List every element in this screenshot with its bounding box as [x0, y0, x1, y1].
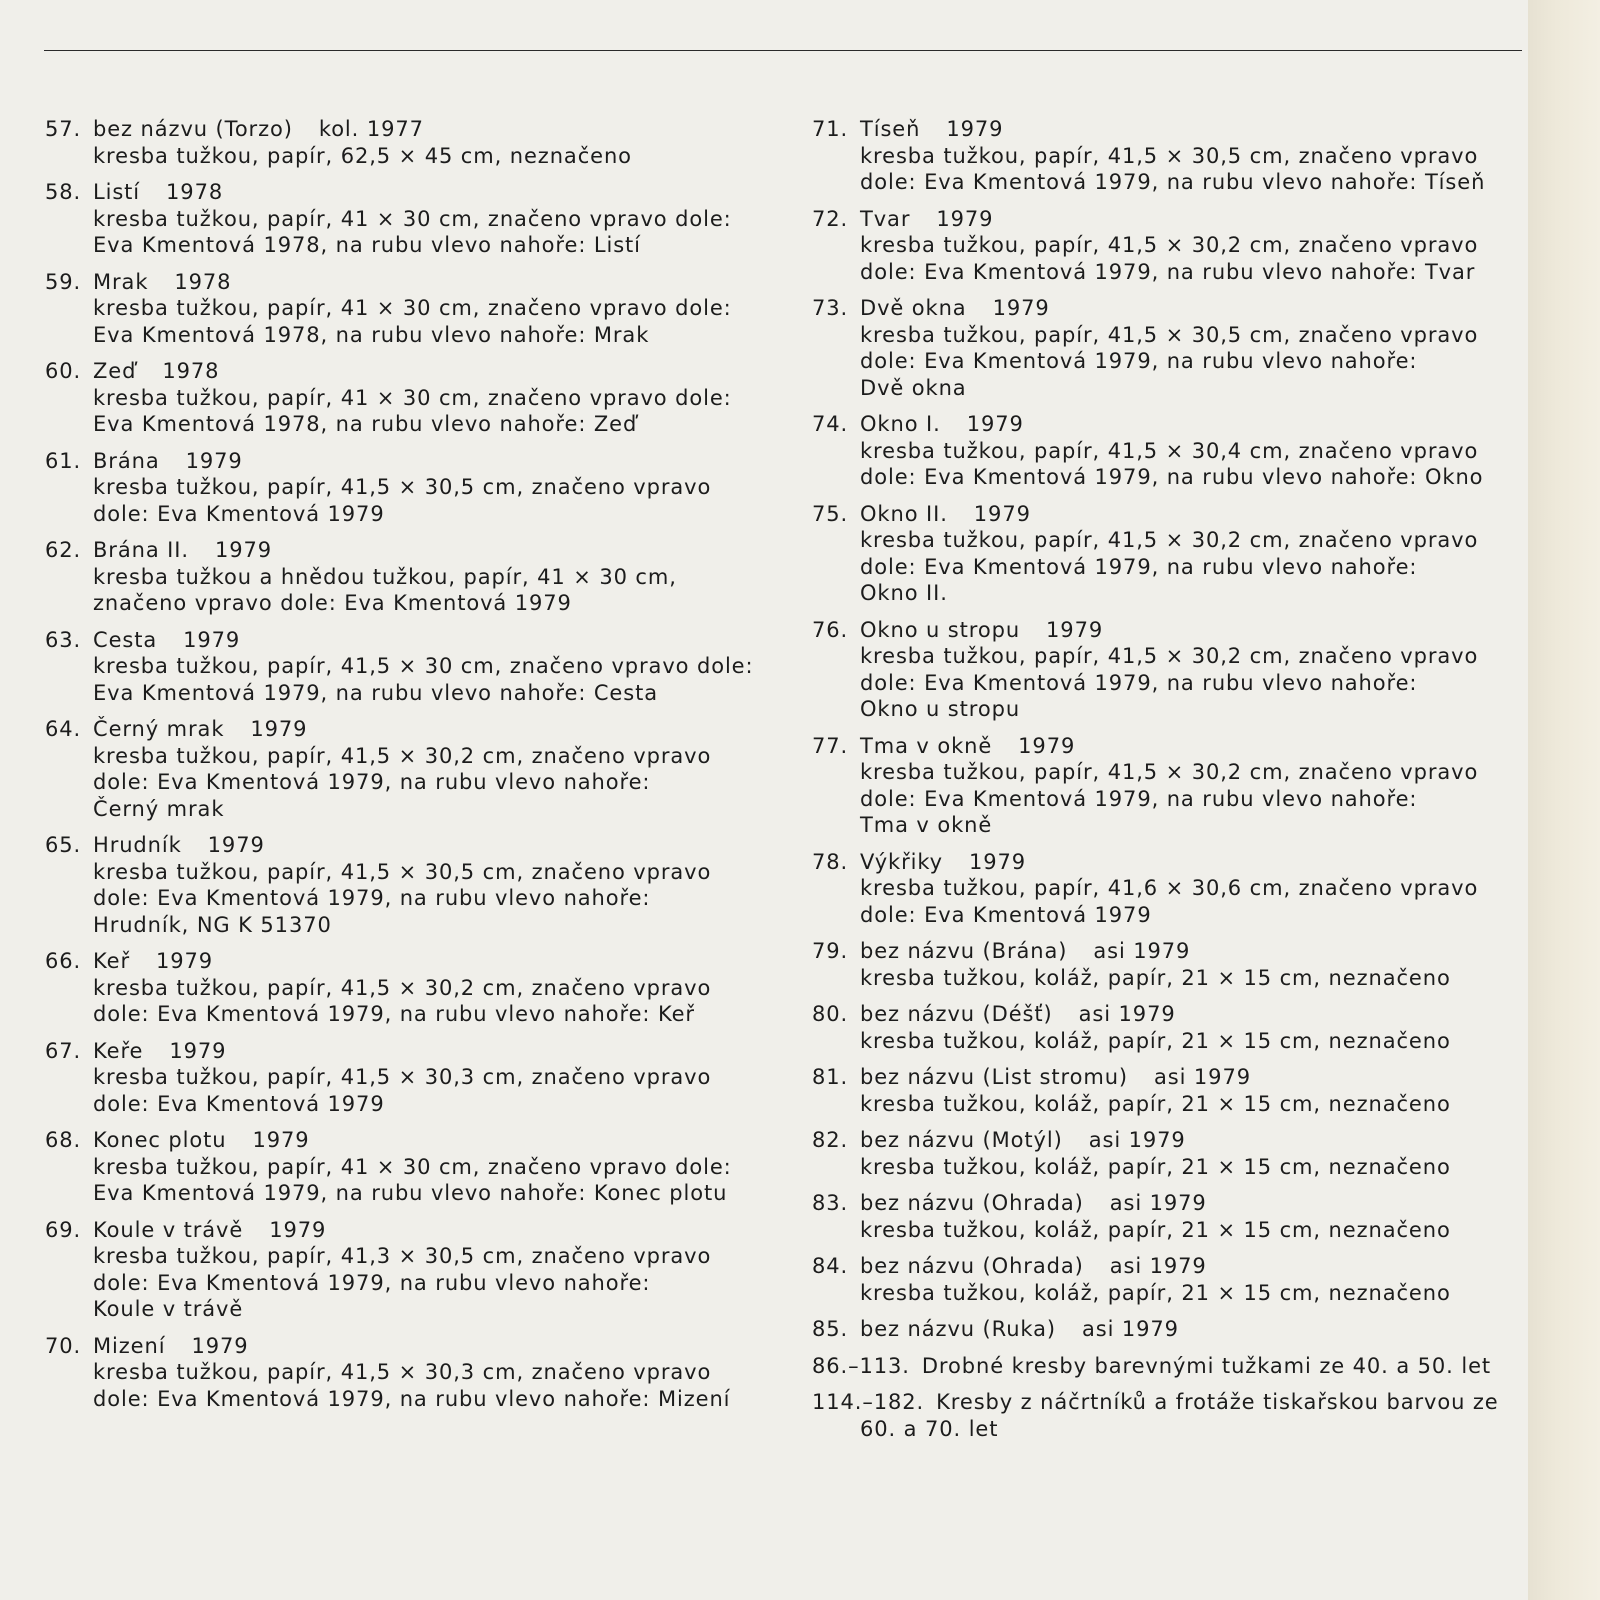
entry-year: 1979	[946, 117, 1004, 141]
catalog-entry	[812, 1001, 1540, 1054]
entry-year: 1979	[969, 849, 1027, 874]
entry-title: Tíseň	[860, 117, 921, 141]
entry-description-line: kresba tužkou, papír, 41 × 30 cm, značeno vpravo dole:	[93, 296, 732, 320]
entry-description-line: kresba tužkou, papír, 41,3 × 30,5 cm, značeno vpravo	[93, 1244, 712, 1268]
entry-year: asi 1979	[1093, 939, 1191, 963]
entry-year: 1979	[214, 538, 272, 562]
entry-description-line: Eva Kmentová 1978, na rubu vlevo nahoře: Zeď	[93, 412, 638, 436]
entry-heading	[812, 1190, 1540, 1217]
catalog-entry	[45, 832, 790, 938]
catalog-entry	[812, 501, 1540, 607]
entry-description-line: kresba tužkou, koláž, papír, 21 × 15 cm, neznačeno	[860, 1217, 1451, 1242]
entry-number: 69.	[45, 1217, 82, 1242]
entry-title: Koule v trávě	[93, 1217, 244, 1242]
entry-year: 1979	[973, 501, 1031, 526]
entry-description-line: dole: Eva Kmentová 1979, na rubu vlevo nahoře:	[93, 1270, 651, 1295]
entry-year: 1979	[207, 833, 265, 857]
entry-year: 1979	[1046, 617, 1104, 642]
entry-number: 59.	[45, 269, 82, 294]
entry-heading	[45, 358, 790, 385]
range-number: 86.–113.	[812, 1353, 910, 1378]
entry-number: 65.	[45, 833, 82, 857]
entry-heading	[45, 179, 790, 206]
entry-heading	[45, 1127, 790, 1154]
entry-description-line: kresba tužkou a hnědou tužkou, papír, 41 × 30 cm,	[93, 564, 677, 589]
catalog-entry	[812, 1064, 1540, 1117]
entry-title: Mizení	[93, 1333, 166, 1358]
entry-heading	[812, 295, 1540, 322]
entry-title: Brána II.	[93, 538, 189, 562]
catalog-entry	[45, 537, 790, 617]
entry-number: 77.	[812, 733, 849, 758]
entry-heading	[812, 1064, 1540, 1091]
entry-title: Zeď	[93, 359, 137, 383]
entry-description-line: dole: Eva Kmentová 1979, na rubu vlevo nahoře:	[860, 670, 1418, 695]
entry-heading	[45, 1038, 790, 1065]
catalog-entry	[45, 1217, 790, 1323]
entry-heading	[812, 411, 1540, 438]
entry-year: 1979	[252, 1128, 310, 1152]
entry-description-line: kresba tužkou, koláž, papír, 21 × 15 cm, neznačeno	[860, 965, 1451, 990]
entry-number: 79.	[812, 939, 849, 963]
entry-heading	[812, 938, 1540, 965]
entry-number: 63.	[45, 627, 82, 652]
catalog-entry	[812, 849, 1540, 929]
entry-heading	[812, 501, 1540, 528]
entry-number: 75.	[812, 501, 849, 526]
entry-year: 1979	[992, 296, 1050, 320]
entry-description-line: kresba tužkou, papír, 41,5 × 30,3 cm, značeno vpravo	[93, 1065, 712, 1089]
entry-title: Brána	[93, 448, 160, 473]
entry-description-line: Dvě okna	[860, 375, 967, 400]
range-heading	[812, 1353, 1540, 1380]
entry-number: 82.	[812, 1128, 849, 1152]
range-text: Kresby z náčrtníků a frotáže tiskařskou barvou ze	[936, 1390, 1499, 1414]
entry-description-line: kresba tužkou, papír, 41,5 × 30 cm, značeno vpravo dole:	[93, 654, 754, 678]
entry-year: 1979	[191, 1333, 249, 1358]
catalog-entry	[45, 948, 790, 1028]
entry-heading	[45, 1217, 790, 1244]
entry-year: 1979	[169, 1038, 227, 1063]
catalog-entry	[45, 358, 790, 438]
entry-description-line: dole: Eva Kmentová 1979	[93, 1091, 385, 1116]
entry-title: Listí	[93, 180, 141, 204]
catalog-entry	[812, 1316, 1540, 1343]
entry-number: 85.	[812, 1317, 849, 1341]
entry-year: 1978	[174, 269, 232, 294]
entry-year: asi 1979	[1081, 1317, 1179, 1341]
entry-heading	[812, 206, 1540, 233]
entry-number: 80.	[812, 1002, 849, 1026]
entry-heading	[45, 832, 790, 859]
catalog-entry	[45, 179, 790, 259]
entry-number: 72.	[812, 206, 849, 231]
entry-description-line: kresba tužkou, papír, 41,6 × 30,6 cm, značeno vpravo	[860, 876, 1479, 900]
entry-number: 67.	[45, 1038, 82, 1063]
entry-description-line: kresba tužkou, papír, 41,5 × 30,5 cm, značeno vpravo	[93, 475, 712, 499]
entry-number: 71.	[812, 117, 849, 141]
entry-title: Okno I.	[860, 412, 941, 436]
entry-description-line: kresba tužkou, koláž, papír, 21 × 15 cm, neznačeno	[860, 1028, 1451, 1053]
entry-description-line: Eva Kmentová 1979, na rubu vlevo nahoře: Cesta	[93, 680, 658, 705]
catalog-range-entry	[812, 1389, 1540, 1442]
entry-title: Výkřiky	[860, 849, 943, 874]
entry-number: 62.	[45, 538, 82, 562]
entry-title: bez názvu (Torzo)	[93, 117, 293, 141]
entry-description-line: kresba tužkou, koláž, papír, 21 × 15 cm, neznačeno	[860, 1154, 1451, 1179]
entry-description-line: dole: Eva Kmentová 1979, na rubu vlevo nahoře: Okno	[860, 465, 1484, 489]
entry-description-line: kresba tužkou, papír, 41 × 30 cm, značeno vpravo dole:	[93, 1154, 732, 1179]
entry-description-line: kresba tužkou, koláž, papír, 21 × 15 cm, neznačeno	[860, 1280, 1451, 1305]
entry-description-line: kresba tužkou, papír, 41,5 × 30,3 cm, značeno vpravo	[93, 1360, 712, 1384]
entry-title: Keř	[93, 949, 130, 973]
entry-heading	[812, 1127, 1540, 1154]
entry-number: 64.	[45, 717, 82, 741]
entry-description-line: dole: Eva Kmentová 1979, na rubu vlevo nahoře: Tíseň	[860, 170, 1486, 194]
catalog-entry	[45, 448, 790, 528]
entry-title: bez názvu (Brána)	[860, 939, 1068, 963]
entry-heading	[45, 116, 790, 143]
entry-title: bez názvu (Déšť)	[860, 1002, 1053, 1026]
catalog-entry	[812, 733, 1540, 839]
entry-title: bez názvu (Ruka)	[860, 1317, 1056, 1341]
catalog-entry	[812, 617, 1540, 723]
entry-heading	[812, 1316, 1540, 1343]
entry-description-line: dole: Eva Kmentová 1979, na rubu vlevo nahoře: Keř	[93, 1002, 695, 1026]
catalog-entry	[45, 1038, 790, 1118]
top-rule	[44, 50, 1522, 51]
catalog-entry	[812, 938, 1540, 991]
entry-title: Dvě okna	[860, 296, 967, 320]
range-continuation-line: 60. a 70. let	[860, 1416, 999, 1441]
entry-heading	[45, 537, 790, 564]
entry-description-line: dole: Eva Kmentová 1979, na rubu vlevo nahoře: Tvar	[860, 259, 1476, 284]
entry-title: Tma v okně	[860, 733, 993, 758]
entry-description-line: kresba tužkou, papír, 41,5 × 30,5 cm, značeno vpravo	[860, 143, 1479, 168]
entry-description-line: kresba tužkou, papír, 41,5 × 30,5 cm, značeno vpravo	[860, 322, 1479, 347]
entry-heading	[812, 733, 1540, 760]
entry-heading	[812, 1001, 1540, 1028]
entry-year: asi 1979	[1154, 1065, 1251, 1089]
entry-description-line: kresba tužkou, papír, 41,5 × 30,2 cm, značeno vpravo	[860, 528, 1479, 552]
entry-description-line: značeno vpravo dole: Eva Kmentová 1979	[93, 591, 572, 615]
entry-year: kol. 1977	[318, 117, 424, 141]
entry-description-line: kresba tužkou, papír, 41,5 × 30,2 cm, značeno vpravo	[860, 644, 1479, 668]
entry-year: 1979	[185, 448, 243, 473]
entry-year: 1979	[250, 717, 308, 741]
catalog-range-entry	[812, 1353, 1540, 1380]
entry-description-line: Hrudník, NG K 51370	[93, 912, 332, 937]
entry-heading	[45, 269, 790, 296]
entry-title: Cesta	[93, 627, 158, 652]
entry-year: 1978	[162, 359, 220, 383]
entry-year: asi 1979	[1109, 1254, 1207, 1278]
catalog-entry	[812, 1253, 1540, 1306]
entry-description-line: kresba tužkou, papír, 41,5 × 30,4 cm, značeno vpravo	[860, 438, 1479, 463]
entry-description-line: dole: Eva Kmentová 1979, na rubu vlevo nahoře:	[860, 349, 1418, 373]
catalog-entry	[812, 411, 1540, 491]
entry-heading	[45, 948, 790, 975]
entry-description-line: Okno u stropu	[860, 697, 1021, 721]
entry-number: 74.	[812, 412, 849, 436]
entry-heading	[812, 1253, 1540, 1280]
entry-description-line: Eva Kmentová 1979, na rubu vlevo nahoře: Konec plotu	[93, 1181, 728, 1205]
catalog-entry	[45, 716, 790, 822]
entry-title: Keře	[93, 1038, 144, 1063]
entry-description-line: kresba tužkou, papír, 62,5 × 45 cm, neznačeno	[93, 143, 632, 168]
catalog-entry	[812, 1127, 1540, 1180]
catalog-entry	[812, 1190, 1540, 1243]
range-heading	[812, 1389, 1540, 1416]
entry-title: bez názvu (Ohrada)	[860, 1254, 1084, 1278]
entry-title: Konec plotu	[93, 1128, 227, 1152]
entry-description-line: dole: Eva Kmentová 1979, na rubu vlevo nahoře:	[860, 554, 1418, 579]
entry-year: 1978	[166, 180, 224, 204]
entry-title: bez názvu (Motýl)	[860, 1128, 1063, 1152]
catalog-entry	[45, 1333, 790, 1413]
entry-number: 58.	[45, 180, 82, 204]
catalog-entry	[812, 206, 1540, 286]
entry-description-line: kresba tužkou, koláž, papír, 21 × 15 cm, neznačeno	[860, 1091, 1451, 1116]
entry-title: bez názvu (Ohrada)	[860, 1191, 1084, 1215]
entry-year: 1979	[966, 412, 1024, 436]
entry-description-line: Koule v trávě	[93, 1297, 244, 1321]
entry-description-line: Eva Kmentová 1978, na rubu vlevo nahoře: Mrak	[93, 322, 650, 347]
catalog-entry	[45, 627, 790, 707]
entry-number: 66.	[45, 949, 82, 973]
entry-title: Okno II.	[860, 501, 948, 526]
entry-description-line: Eva Kmentová 1978, na rubu vlevo nahoře: Listí	[93, 233, 641, 257]
entry-number: 84.	[812, 1254, 849, 1278]
entry-heading	[812, 116, 1540, 143]
entry-title: Hrudník	[93, 833, 182, 857]
entry-description-line: dole: Eva Kmentová 1979, na rubu vlevo nahoře:	[93, 770, 651, 794]
entry-description-line: kresba tužkou, papír, 41 × 30 cm, značeno vpravo dole:	[93, 385, 732, 410]
entry-description-line: dole: Eva Kmentová 1979	[93, 501, 385, 526]
entry-year: 1979	[936, 206, 994, 231]
entry-title: Černý mrak	[93, 717, 225, 741]
entry-description-line: Černý mrak	[93, 796, 225, 821]
entry-year: asi 1979	[1078, 1002, 1176, 1026]
catalog-entry	[812, 116, 1540, 196]
entry-description-line: Tma v okně	[860, 813, 993, 837]
entry-number: 70.	[45, 1333, 82, 1358]
range-number: 114.–182.	[812, 1390, 925, 1414]
entry-description-line: kresba tužkou, papír, 41,5 × 30,2 cm, značeno vpravo	[93, 975, 712, 1000]
entry-heading	[812, 849, 1540, 876]
entry-number: 57.	[45, 117, 82, 141]
entry-description-line: dole: Eva Kmentová 1979, na rubu vlevo nahoře:	[860, 786, 1418, 811]
entry-heading	[45, 448, 790, 475]
entry-description-line: kresba tužkou, papír, 41,5 × 30,5 cm, značeno vpravo	[93, 859, 712, 884]
entry-description-line: kresba tužkou, papír, 41,5 × 30,2 cm, značeno vpravo	[860, 233, 1479, 257]
entry-heading	[45, 716, 790, 743]
left-column	[45, 116, 790, 1422]
entry-number: 83.	[812, 1191, 849, 1215]
entry-number: 61.	[45, 448, 82, 473]
entry-description-line: kresba tužkou, papír, 41,5 × 30,2 cm, značeno vpravo	[860, 760, 1479, 784]
entry-year: asi 1979	[1109, 1191, 1207, 1215]
entry-description-line: dole: Eva Kmentová 1979, na rubu vlevo nahoře:	[93, 886, 651, 910]
entry-description-line: kresba tužkou, papír, 41,5 × 30,2 cm, značeno vpravo	[93, 743, 712, 768]
catalog-entry	[45, 269, 790, 349]
entry-title: Okno u stropu	[860, 617, 1021, 642]
entry-year: 1979	[183, 627, 241, 652]
catalog-entry	[45, 1127, 790, 1207]
entry-heading	[45, 1333, 790, 1360]
entry-number: 81.	[812, 1065, 849, 1089]
entry-heading	[45, 627, 790, 654]
entry-heading	[812, 617, 1540, 644]
right-column	[812, 116, 1540, 1452]
entry-year: 1979	[1018, 733, 1076, 758]
entry-title: Tvar	[860, 206, 911, 231]
entry-year: 1979	[155, 949, 214, 973]
range-text: Drobné kresby barevnými tužkami ze 40. a 50. let	[921, 1353, 1492, 1378]
entry-number: 78.	[812, 849, 849, 874]
catalog-entry	[45, 116, 790, 169]
entry-description-line: dole: Eva Kmentová 1979	[860, 902, 1152, 927]
entry-title: bez názvu (List stromu)	[860, 1065, 1128, 1089]
entry-description-line: kresba tužkou, papír, 41 × 30 cm, značeno vpravo dole:	[93, 206, 732, 231]
entry-number: 60.	[45, 359, 82, 383]
entry-number: 76.	[812, 617, 849, 642]
entry-number: 68.	[45, 1128, 82, 1152]
entry-description-line: Okno II.	[860, 581, 948, 605]
catalog-entry	[812, 295, 1540, 401]
entry-description-line: dole: Eva Kmentová 1979, na rubu vlevo nahoře: Mizení	[93, 1386, 731, 1411]
entry-number: 73.	[812, 296, 849, 320]
entry-year: 1979	[269, 1217, 327, 1242]
entry-year: asi 1979	[1088, 1128, 1186, 1152]
entry-title: Mrak	[93, 269, 149, 294]
